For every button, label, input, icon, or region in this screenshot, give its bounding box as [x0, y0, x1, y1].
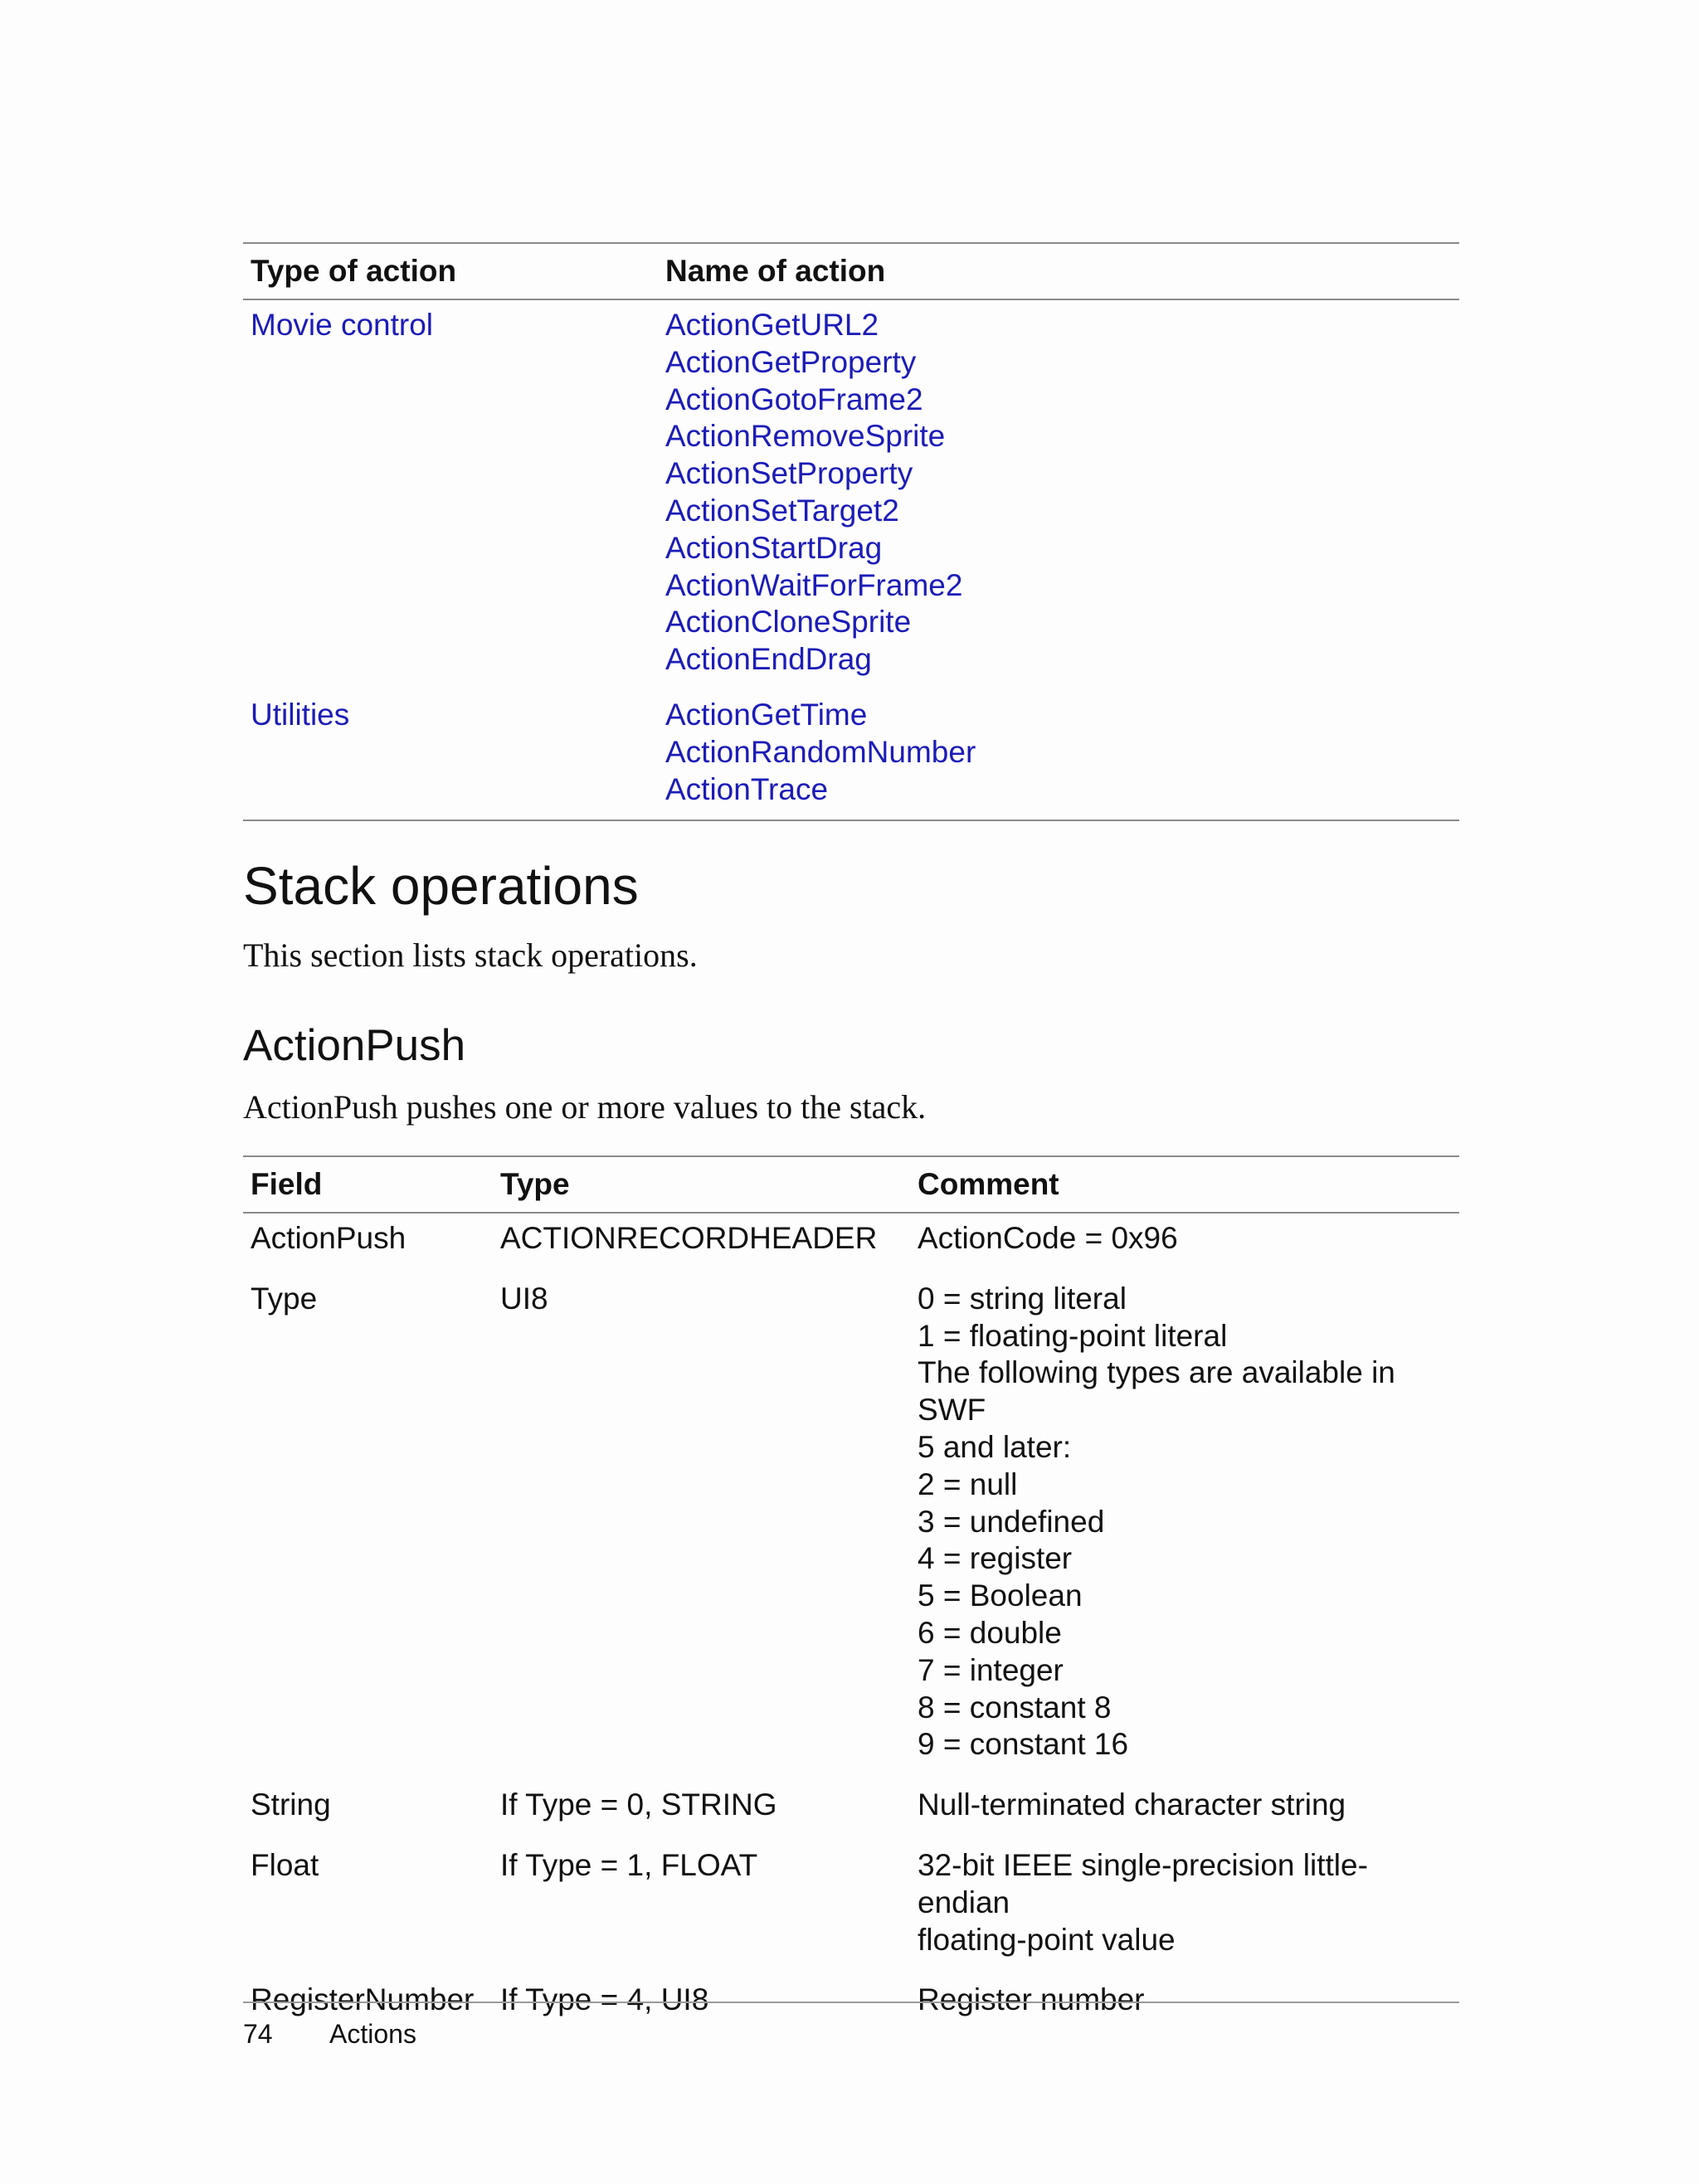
action-type-label[interactable]: Movie control: [251, 308, 434, 342]
header-name-of-action: Name of action: [665, 254, 886, 288]
type-cell: UI8: [500, 1281, 548, 1316]
action-link[interactable]: ActionSetProperty: [665, 456, 913, 491]
page-number: 74: [243, 2019, 273, 2049]
action-link[interactable]: ActionRandomNumber: [665, 734, 976, 769]
table-row: [243, 1975, 1459, 2036]
comment-line: 5 and later:: [918, 1429, 1072, 1464]
field-cell: Float: [251, 1847, 319, 1882]
action-link[interactable]: ActionGotoFrame2: [665, 382, 923, 416]
type-cell: If Type = 0, STRING: [500, 1788, 777, 1822]
comment-cell: [910, 1780, 1459, 1841]
field-cell: ActionPush: [251, 1221, 406, 1255]
actions-table-header: [243, 243, 1459, 299]
table-row: [243, 690, 1459, 820]
section-intro: This section lists stack operations.: [243, 936, 698, 974]
comment-cell: [910, 1274, 1459, 1780]
chapter-name: Actions: [329, 2019, 416, 2049]
header-field: Field: [251, 1167, 323, 1201]
action-link[interactable]: ActionGetProperty: [665, 344, 917, 379]
comment-line: 9 = constant 16: [918, 1727, 1129, 1762]
header-type: Type: [500, 1167, 570, 1201]
type-cell: ACTIONRECORDHEADER: [500, 1221, 878, 1255]
action-link[interactable]: ActionEndDrag: [665, 642, 872, 677]
table-row: [243, 1274, 1459, 1780]
comment-line: 4 = register: [918, 1541, 1073, 1576]
type-cell: If Type = 4, UI8: [500, 1982, 709, 2017]
action-link[interactable]: ActionGetURL2: [665, 308, 879, 342]
field-cell: Type: [251, 1281, 318, 1316]
action-names-cell: [658, 690, 1459, 820]
action-link[interactable]: ActionStartDrag: [665, 530, 883, 565]
action-link[interactable]: ActionGetTime: [665, 697, 868, 732]
comment-line: 8 = constant 8: [918, 1690, 1112, 1724]
subsection-heading: ActionPush: [243, 1021, 466, 1070]
comment-line: 5 = Boolean: [918, 1578, 1083, 1613]
type-cell: If Type = 1, FLOAT: [500, 1847, 758, 1882]
comment-line: Register number: [918, 1982, 1145, 2017]
comment-cell: [910, 1841, 1459, 1975]
table-row: [243, 1841, 1459, 1975]
action-link[interactable]: ActionTrace: [665, 771, 829, 806]
comment-line: 0 = string literal: [918, 1281, 1127, 1316]
table-row: [243, 1780, 1459, 1841]
comment-line: ActionCode = 0x96: [918, 1221, 1178, 1255]
action-link[interactable]: ActionCloneSprite: [665, 605, 912, 640]
header-comment: Comment: [918, 1167, 1059, 1201]
table-row: [243, 1213, 1459, 1274]
action-link[interactable]: ActionWaitForFrame2: [665, 567, 963, 602]
comment-line: 7 = integer: [918, 1652, 1064, 1687]
comment-line: floating-point value: [918, 1922, 1176, 1957]
action-link[interactable]: ActionSetTarget2: [665, 493, 899, 528]
comment-line: The following types are available in SWF: [918, 1355, 1395, 1428]
subsection-intro: ActionPush pushes one or more values to the stack.: [243, 1088, 927, 1126]
action-type-label[interactable]: Utilities: [251, 697, 350, 732]
comment-cell: [910, 1975, 1459, 2036]
actions-table: [243, 242, 1459, 821]
comment-line: 2 = null: [918, 1467, 1018, 1501]
section-heading: Stack operations: [243, 856, 639, 916]
header-type-of-action: Type of action: [251, 254, 457, 288]
table-row: [243, 299, 1459, 690]
comment-cell: [910, 1213, 1459, 1274]
comment-line: 3 = undefined: [918, 1504, 1105, 1539]
page-footer: [243, 2017, 416, 2050]
action-names-cell: [658, 299, 1459, 690]
comment-line: 1 = floating-point literal: [918, 1318, 1228, 1353]
action-type-link[interactable]: [243, 299, 658, 690]
action-link[interactable]: ActionRemoveSprite: [665, 419, 946, 454]
action-type-link[interactable]: [243, 690, 658, 820]
field-cell: RegisterNumber: [251, 1982, 475, 2017]
comment-line: 32-bit IEEE single-precision little-endian: [918, 1847, 1368, 1919]
fields-table: [243, 1155, 1459, 2036]
comment-line: Null-terminated character string: [918, 1788, 1346, 1822]
footer-divider: [243, 2002, 1459, 2003]
comment-line: 6 = double: [918, 1615, 1062, 1650]
field-cell: String: [251, 1788, 331, 1822]
fields-table-header: [243, 1156, 1459, 1213]
